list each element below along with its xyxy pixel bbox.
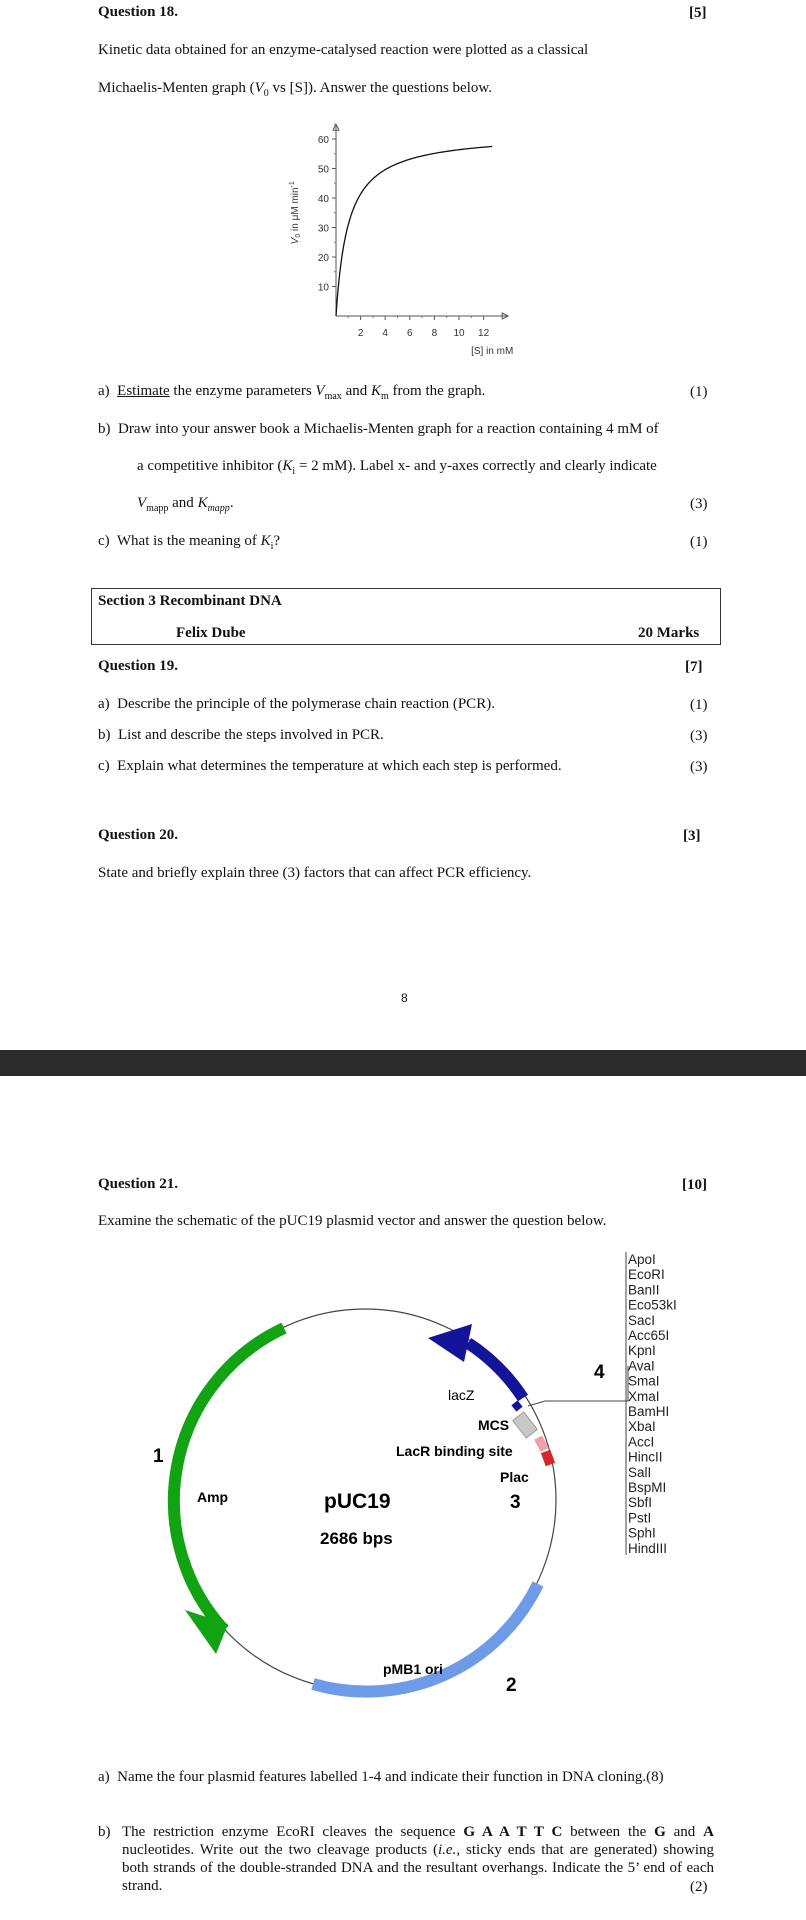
restriction-site-xbai: XbaI	[628, 1419, 656, 1435]
q18c-marks: (1)	[690, 534, 708, 550]
mcs-label: MCS	[478, 1417, 510, 1433]
mm-chart	[262, 108, 552, 363]
y-tick-label: 20	[317, 253, 329, 264]
q20-title: Question 20.	[98, 827, 179, 843]
q19a-item: a) Describe the principle of the polymerase chain reaction (PCR).	[98, 696, 495, 712]
q20-text: State and briefly explain three (3) factors that can affect PCR efficiency.	[98, 865, 532, 881]
q18-intro-line2: Michaelis-Menten graph ($V_0$ vs [S]). Answer the questions below.	[98, 80, 492, 99]
lacr-label: LacR binding site	[396, 1443, 513, 1459]
plasmid-name: pUC19	[324, 1490, 391, 1513]
q18c-label: c)	[98, 533, 110, 549]
q18b-line1: b) Draw into your answer book a Michaelis-Menten graph for a reaction containing 4 mM of	[98, 421, 659, 437]
restriction-site-sphi: SphI	[628, 1525, 656, 1541]
x-tick-label: 10	[453, 328, 465, 339]
page-number: 8	[401, 991, 408, 1005]
label-number-1: 1	[153, 1446, 164, 1467]
section3-title: Section 3 Recombinant DNA	[98, 593, 282, 609]
restriction-site-sbfi: SbfI	[628, 1495, 653, 1511]
lacz-label: lacZ	[448, 1387, 475, 1403]
lacr-box	[534, 1435, 549, 1452]
x-tick-label: 8	[431, 328, 438, 339]
restriction-site-ecori: EcoRI	[628, 1267, 665, 1283]
q18b-line3: $V_{mapp}$ and $K_{mapp}$.	[137, 495, 234, 514]
amp-arc	[174, 1328, 284, 1630]
q21a-item: a) Name the four plasmid features labelled 1-4 and indicate their function in DNA cloning.(8)	[98, 1769, 664, 1785]
restriction-site-psti: PstI	[628, 1510, 652, 1526]
restriction-site-smai: SmaI	[628, 1373, 660, 1389]
page-separator	[0, 1050, 806, 1076]
puc19-plasmid-map	[0, 1240, 806, 1740]
plasmid-size: 2686 bps	[320, 1529, 393, 1548]
restriction-site-bamhi: BamHI	[628, 1404, 670, 1419]
label4-connector	[528, 1366, 628, 1406]
lacz-small-box	[511, 1400, 522, 1411]
restriction-site-xmai: XmaI	[628, 1388, 660, 1404]
restriction-site-saci: SacI	[628, 1312, 656, 1328]
y-axis-label: $V_0$ in μM $\min^{-1}$	[289, 181, 302, 245]
x-tick-label: 6	[407, 328, 413, 339]
section3-marks: 20 Marks	[638, 625, 700, 641]
restriction-site-eco53ki: Eco53kI	[628, 1297, 677, 1313]
x-tick-label: 4	[382, 328, 388, 339]
restriction-site-acci: AccI	[628, 1434, 655, 1450]
q18b-line2: a competitive inhibitor ($K_i = 2$ mM). Label x- and y-axes correctly and clearly indicate	[137, 458, 657, 477]
q21-title: Question 21.	[98, 1176, 179, 1192]
restriction-site-hincii: HincII	[628, 1449, 663, 1465]
amp-label: Amp	[197, 1489, 229, 1505]
q18a-marks: (1)	[690, 384, 708, 400]
x-axis-label: [S] in mM	[471, 346, 514, 357]
q19-title: Question 19.	[98, 658, 179, 674]
q21b-label: b)	[98, 1824, 111, 1840]
q21-marks: [10]	[682, 1177, 707, 1193]
q18c-item: c) What is the meaning of $K_i$?	[98, 533, 281, 552]
y-tick-label: 30	[317, 223, 329, 235]
q21a-label: a)	[98, 1769, 110, 1785]
y-tick-label: 50	[317, 164, 329, 176]
mm-curve	[336, 146, 492, 316]
q21b-text: The restriction enzyme EcoRI cleaves the sequence G A A T T C between the G and A nucleotides. Write out the two cleavage products (i.e., sticky ends that are generated) showing both strands of the double-stranded DNA and the resultant overhangs. Indicate the 5’ end of each strand.	[122, 1824, 714, 1894]
q19a-marks: (1)	[690, 697, 708, 713]
restriction-site-bspmi: BspMI	[628, 1480, 667, 1495]
y-tick-label: 60	[317, 135, 329, 146]
restriction-site-avai: AvaI	[628, 1358, 655, 1374]
lacz-arrowhead	[428, 1324, 472, 1362]
y-tick-label: 40	[317, 194, 329, 205]
pmb1-label: pMB1 ori	[383, 1661, 443, 1677]
restriction-site-acc65i: Acc65I	[628, 1328, 670, 1343]
plac-label: Plac	[500, 1469, 529, 1485]
q21b-marks: (2)	[690, 1879, 708, 1895]
q19b-marks: (3)	[690, 728, 708, 744]
q18-marks: [5]	[689, 5, 707, 21]
y-tick-label: 10	[317, 282, 329, 294]
lacz-arc	[468, 1343, 523, 1398]
label-number-3: 3	[510, 1492, 521, 1513]
q18b-label: b)	[98, 421, 111, 437]
q18b-marks: (3)	[690, 496, 708, 512]
q18-title: Question 18.	[98, 4, 179, 20]
q19b-item: b) List and describe the steps involved in PCR.	[98, 727, 384, 743]
q18-intro-line1: Kinetic data obtained for an enzyme-catalysed reaction were plotted as a classical	[98, 42, 589, 58]
x-tick-label: 12	[478, 328, 490, 339]
restriction-site-hindiii: HindIII	[628, 1540, 668, 1556]
section3-author: Felix Dube	[176, 625, 246, 641]
label-number-2: 2	[506, 1675, 517, 1696]
q18a-label: a)	[98, 383, 110, 399]
restriction-site-apoi: ApoI	[628, 1252, 656, 1267]
q19c-item: c) Explain what determines the temperature at which each step is performed.	[98, 758, 562, 774]
x-tick-label: 2	[357, 328, 364, 339]
restriction-site-kpni: KpnI	[628, 1343, 656, 1359]
restriction-site-banii: BanII	[628, 1282, 660, 1298]
q18a-item: a) Estimate the enzyme parameters $V_{max}$ and $K_m$ from the graph.	[98, 383, 486, 402]
label-number-4: 4	[594, 1362, 605, 1383]
q21-intro: Examine the schematic of the pUC19 plasmid vector and answer the question below.	[98, 1213, 607, 1229]
mcs-box	[513, 1412, 538, 1438]
q19c-marks: (3)	[690, 759, 708, 775]
q19-marks: [7]	[685, 659, 703, 675]
restriction-site-sali: SalI	[628, 1464, 652, 1480]
q20-marks: [3]	[683, 828, 701, 844]
